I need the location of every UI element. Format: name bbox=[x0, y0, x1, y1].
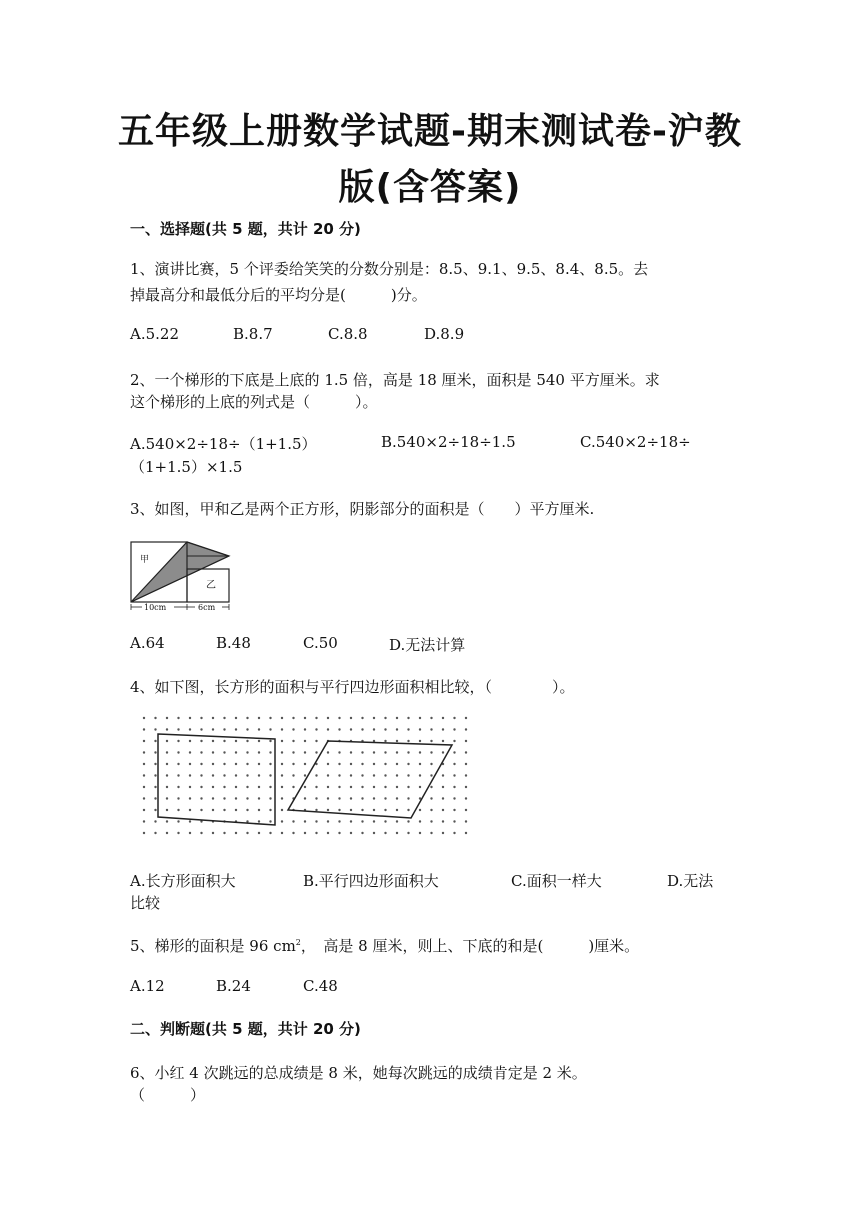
question-1-line-1: 1、演讲比赛，5 个评委给笑笑的分数分别是：8.5、9.1、9.5、8.4、8.5。去 bbox=[130, 260, 649, 278]
rectangle-shape bbox=[158, 734, 275, 825]
question-3-line-1: 3、如图，甲和乙是两个正方形，阴影部分的面积是（ ）平方厘米. bbox=[130, 500, 595, 518]
question-4-option-b: B.平行四边形面积大 bbox=[303, 872, 439, 890]
question-1-option-d: D.8.9 bbox=[424, 325, 465, 343]
superscript-2: 2 bbox=[295, 938, 301, 947]
label-yi: 乙 bbox=[206, 580, 216, 591]
question-4-line-1: 4、如下图，长方形的面积与平行四边形面积相比较，（ ）。 bbox=[130, 678, 575, 696]
section-heading-multiple-choice: 一、选择题(共 5 题，共计 20 分) bbox=[130, 220, 361, 238]
question-5-line-1 bbox=[130, 935, 639, 956]
squares-figure bbox=[128, 538, 238, 614]
question-4-option-d: D.无法 bbox=[667, 872, 714, 890]
question-3-option-c: C.50 bbox=[303, 634, 338, 652]
label-jia: 甲 bbox=[140, 555, 150, 565]
question-2-line-2: 这个梯形的上底的列式是（ ）。 bbox=[130, 393, 378, 411]
section-heading-true-false: 二、判断题(共 5 题，共计 20 分) bbox=[130, 1020, 361, 1038]
question-2-option-a: A.540×2÷18÷（1+1.5） bbox=[130, 435, 317, 453]
dimension-6cm: 6cm bbox=[198, 603, 216, 612]
question-3-option-b: B.48 bbox=[216, 634, 251, 652]
question-1-option-a: A.5.22 bbox=[130, 325, 179, 343]
parallelogram-shape bbox=[288, 741, 452, 818]
title-line-1: 五年级上册数学试题-期末测试卷-沪教 bbox=[118, 111, 742, 152]
question-1-option-c: C.8.8 bbox=[328, 325, 368, 343]
question-4-option-a: A.长方形面积大 bbox=[130, 872, 236, 890]
question-5-option-b: B.24 bbox=[216, 977, 251, 995]
question-4-option-d-continued: 比较 bbox=[130, 894, 161, 912]
title-line-2: 版(含答案) bbox=[338, 167, 522, 208]
question-6-line-1: 6、小红 4 次跳远的总成绩是 8 米，她每次跳远的成绩肯定是 2 米。 bbox=[130, 1064, 587, 1082]
question-2-option-b: B.540×2÷18÷1.5 bbox=[381, 433, 516, 451]
question-5-option-c: C.48 bbox=[303, 977, 338, 995]
question-4-option-c: C.面积一样大 bbox=[511, 872, 602, 890]
question-3-option-a: A.64 bbox=[130, 634, 165, 652]
question-1-option-b: B.8.7 bbox=[233, 325, 273, 343]
dimension-10cm: 10cm bbox=[144, 603, 167, 612]
question-3-option-d: D.无法计算 bbox=[389, 636, 466, 654]
question-2-line-1: 2、一个梯形的下底是上底的 1.5 倍，高是 18 厘米，面积是 540 平方厘米。求 bbox=[130, 371, 660, 389]
question-5-text-a: 5、梯形的面积是 96 cm bbox=[130, 937, 296, 955]
question-5-text-b: ， 高是 8 厘米，则上、下底的和是( )厘米。 bbox=[300, 937, 640, 955]
question-6-line-2: （ ） bbox=[130, 1086, 206, 1104]
dot-grid-figure bbox=[138, 712, 474, 842]
question-2-option-c: C.540×2÷18÷ bbox=[580, 433, 691, 451]
question-2-option-c-continued: （1+1.5）×1.5 bbox=[130, 458, 243, 476]
question-5-option-a: A.12 bbox=[130, 977, 165, 995]
question-1-line-2: 掉最高分和最低分后的平均分是( )分。 bbox=[130, 286, 427, 304]
exam-title bbox=[90, 104, 770, 216]
